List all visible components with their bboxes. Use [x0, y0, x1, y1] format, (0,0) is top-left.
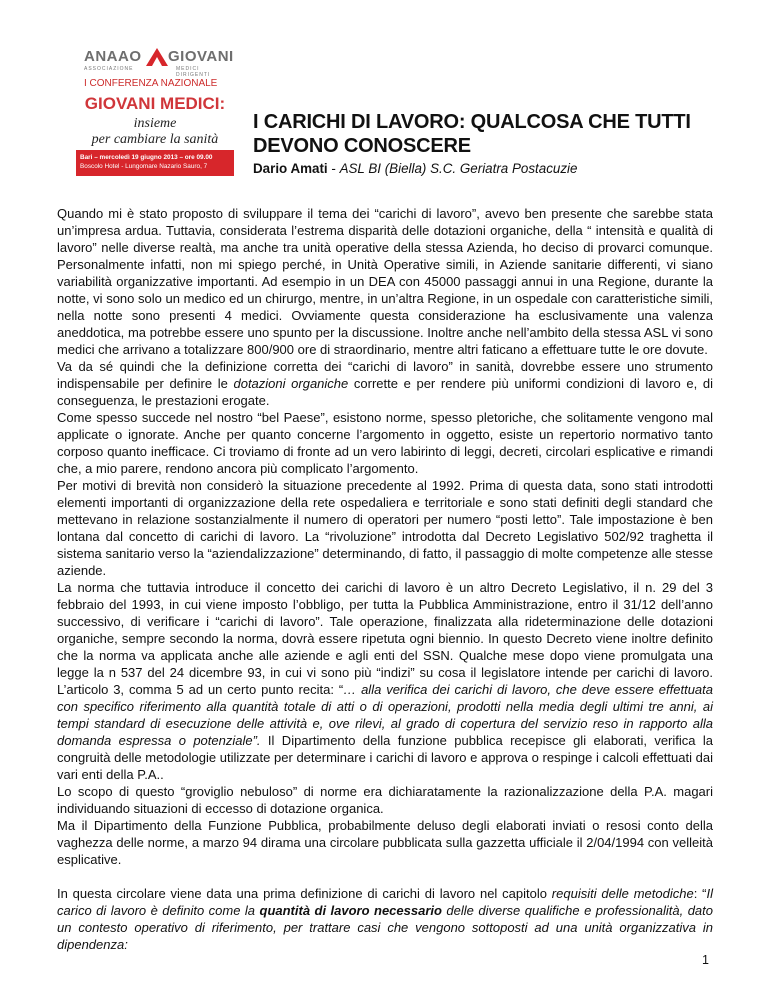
- paragraph-4: Per motivi di brevità non considerò la situazione precedente al 1992. Prima di questa data, sono stati introdotti elementi importanti di organizzazione della rete ospedaliera e territoriale e sono stati definiti degli standard che mettevano in relazione sostanzialmente il numero di operatori per numero “posti letto”. Tale impostazione è ben lontana dal concetto di carichi di lavoro. La “rivoluzione” introdotta dal Decreto Legislativo 502/92 traghetta il sistema sanitario verso la “aziendalizzazione” determinando, di fatto, il passaggio di molte competenze alle stesse aziende.: [57, 478, 713, 578]
- brand-right-sub: MEDICI DIRIGENTI: [176, 66, 211, 78]
- article-body: [57, 205, 713, 953]
- paragraph-3: Come spesso succede nel nostro “bel Paese”, esistono norme, spesso pletoriche, che solitamente vengono mal applicate o ignorate. Anche per quanto concerne l’argomento in oggetto, esiste un repertorio normativo tanto corposo quanto inefficace. Ci troviamo di fronte ad un vero labirinto di leggi, decreti, circolari esplicative e rimandi che, a mio parere, rendono ancora più complicato l’argomento.: [57, 410, 713, 476]
- paragraph-8-strong: quantità di lavoro necessario: [259, 903, 442, 918]
- author-separator: -: [327, 161, 340, 176]
- paragraph-8-colon: : “: [693, 886, 707, 901]
- paragraph-2-text-end: corrette e per rendere più uniformi condizioni di lavoro e, di conseguenza, le prestazioni erogate.: [57, 376, 714, 408]
- paragraph-8-quote-end: delle diverse qualifiche e professionalità, dato un contesto operativo di riferimento, per trattare casi che vengono sottoposti ad una unità organizzativa in dipendenza:: [57, 903, 713, 952]
- paragraph-8-emphasis: requisiti delle metodiche: [551, 886, 694, 901]
- paragraph-2-emphasis: dotazioni organiche: [233, 376, 349, 391]
- author-name: Dario Amati: [253, 161, 328, 176]
- paragraph-1: Quando mi è stato proposto di sviluppare il tema dei “carichi di lavoro”, avevo ben presente che sarebbe stata un’impresa ardua. Tuttavia, considerata l’estrema disparità delle dotazioni organiche, della “ intensità e qualità di lavoro” nelle diverse realtà, ma anche tra unità operative della stessa Azienda, ho deciso di provarci comunque. Personalmente infatti, non mi spiego perché, in Unità Operative simili, in Aziende sanitarie differenti, vi siano variabilità organizzative importanti. Ad esempio in un DEA con 45000 passaggi annui in una Regione, durante la notte, vi sono solo un medico ed un chirurgo, mentre, in un’altra Regione, in un ospedale con caratteristiche simili, nella notte sono presenti 4 medici. Ovviamente questa considerazione ha esclusivamente una valenza aneddotica, ma potrebbe essere uno spunto per la discussione. Inoltre anche nell’ambito della stessa ASL vi sono medici che arrivano a totalizzare 800/900 ore di straordinario, mentre altri faticano a effettuare tutte le ore dovute.: [57, 206, 713, 357]
- paragraph-5-quote: … alla verifica dei carichi di lavoro, che deve essere effettuata con specifico riferimento alla quantità totale di atti o di operazioni, prodotti nella media degli ultimi tre anni, ai tempi standard di esecuzione delle attività e, ove rilevi, al grado di copertura del servizio reso in rapporto alla domanda espressa o potenziale”.: [57, 682, 713, 748]
- author-affiliation: ASL BI (Biella) S.C. Geriatra Postacuzie: [339, 161, 578, 176]
- paragraph-2-text: Va da sé quindi che la definizione corretta dei “carichi di lavoro” in sanità, dovrebbe essere uno strumento indispensabile per definire le: [57, 359, 713, 391]
- event-date: Bari – mercoledì 19 giugno 2013 – ore 09.00: [80, 154, 213, 161]
- paragraph-7: Ma il Dipartimento della Funzione Pubblica, probabilmente deluso degli elaborati inviati o resosi conto della vaghezza delle norme, a marzo 94 dirama una circolare pubblicata sulla gazzetta ufficiale il 2/04/1994 con velleità esplicative.: [57, 818, 713, 867]
- page-number: 1: [702, 953, 709, 967]
- brand-right: GIOVANI: [168, 48, 234, 65]
- paragraph-8-text: In questa circolare viene data una prima definizione di carichi di lavoro nel capitolo: [57, 886, 552, 901]
- anaao-mark-icon: [146, 46, 168, 66]
- paragraph-5: [57, 579, 713, 783]
- document-title: [253, 110, 713, 158]
- brand-left-sub: ASSOCIAZIONE: [84, 66, 134, 72]
- paragraph-8-quote: Il carico di lavoro è definito come la: [57, 886, 713, 918]
- event-banner: [76, 150, 234, 176]
- event-venue: Boscolo Hotel - Lungomare Nazario Sauro, 7: [80, 163, 208, 170]
- paragraph-5-text: La norma che tuttavia introduce il concetto dei carichi di lavoro è un altro Decreto Legislativo, il n. 29 del 3 febbraio del 1993, in cui viene imposto l’obbligo, per tutta la Pubblica Amministrazione, entro il 31/12 dell’anno successivo, di verificare i “carichi di lavoro”. Tale operazione, finalizzata alla rideterminazione delle dotazioni organiche, sempre secondo la norma, dovrà essere ripetuta ogni biennio. In questo Decreto viene inoltre definito che la norma va applicata anche alle aziende e agli enti del SSN. Qualche mese dopo viene promulgata una legge la n 537 del 24 dicembre 93, in cui vi sono più “indizi” su cosa il legislatore intende per carichi di lavoro. L’articolo 3, comma 5 ad un certo punto recita: “: [57, 580, 713, 697]
- logo-brand: [76, 44, 234, 89]
- paragraph-2: [57, 358, 713, 409]
- logo-subtitle-2: per cambiare la sanità: [91, 132, 219, 147]
- paragraph-8: [57, 885, 713, 953]
- brand-left: ANAAO: [84, 48, 142, 65]
- conference-label: I CONFERENZA NAZIONALE: [84, 78, 218, 89]
- title-line-2: DEVONO CONOSCERE: [253, 135, 471, 157]
- paragraph-5-text-end: Il Dipartimento della funzione pubblica recepisce gli elaborati, verifica la congruità delle metodologie utilizzate per determinare i carichi di lavoro e approva o respinge i calcoli effettuati dai vari enti della P.A..: [57, 733, 714, 782]
- paragraph-6: Lo scopo di questo “groviglio nebuloso” di norme era dichiaratamente la razionalizzazione della P.A. magari individuando situazioni di eccesso di dotazione organica.: [57, 784, 713, 816]
- logo-subtitle-1: insieme: [133, 116, 177, 131]
- logo-title: GIOVANI MEDICI:: [84, 94, 226, 113]
- title-line-1: I CARICHI DI LAVORO: QUALCOSA CHE TUTTI: [253, 111, 691, 133]
- author-line: [253, 161, 577, 176]
- conference-logo: [76, 44, 234, 178]
